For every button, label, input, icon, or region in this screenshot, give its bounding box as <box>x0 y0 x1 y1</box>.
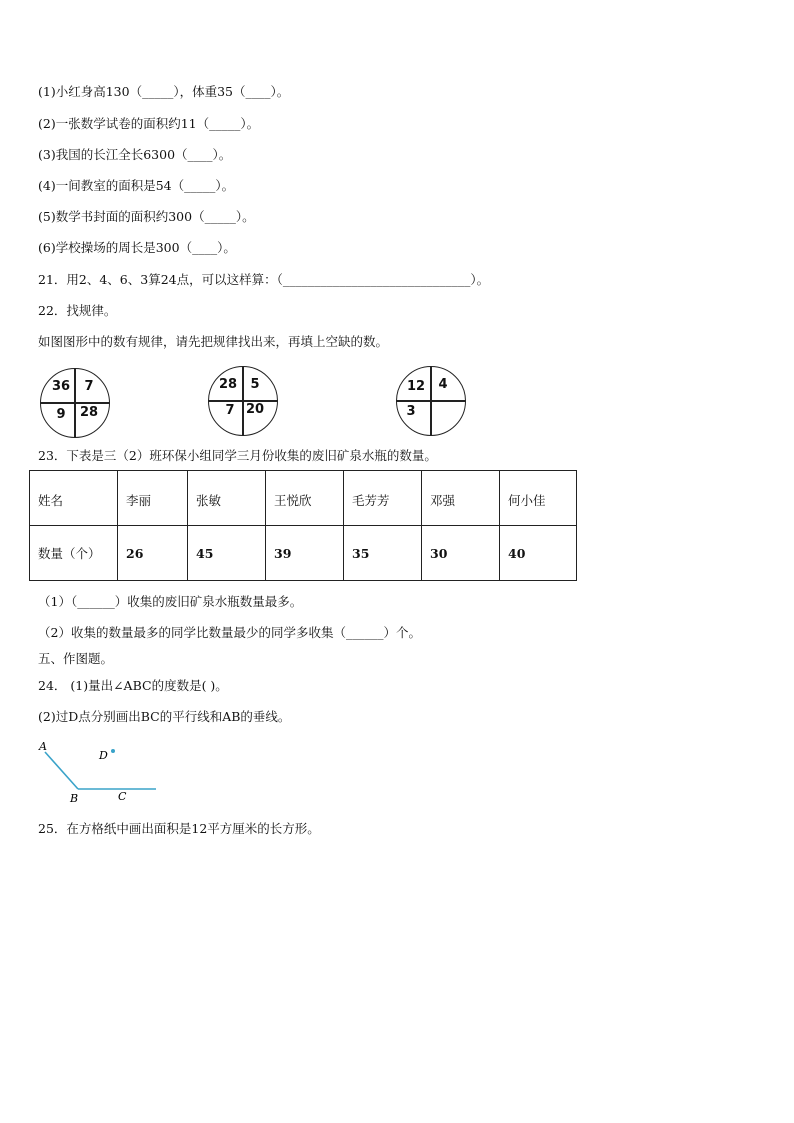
table-header-row <box>30 471 577 526</box>
label-d: D <box>99 749 108 762</box>
table-cell: 26 <box>118 526 188 581</box>
q23-sub-1: （1）（______）收集的废旧矿泉水瓶数量最多。 <box>38 594 303 609</box>
table-header-cell: 邓强 <box>422 471 500 526</box>
table-header-cell: 李丽 <box>118 471 188 526</box>
point-d <box>111 749 115 753</box>
q20-item-3: (3)我国的长江全长6300（____）。 <box>38 147 232 162</box>
table-header-cell: 姓名 <box>30 471 118 526</box>
table-row <box>30 526 577 581</box>
bottle-count-table <box>29 470 577 581</box>
circle-2-top-right: 5 <box>250 377 260 392</box>
q20-item-2: (2)一张数学试卷的面积约11（_____）。 <box>38 116 260 131</box>
circle-3-bottom-left: 3 <box>406 404 416 419</box>
circle-3-top-right: 4 <box>438 377 448 392</box>
pattern-circle-3 <box>396 366 466 436</box>
angle-figure <box>30 738 170 808</box>
q20-item-1: (1)小红身高130（_____），体重35（____）。 <box>38 84 290 99</box>
q20-item-5: (5)数学书封面的面积约300（_____）。 <box>38 209 255 224</box>
circle-1-top-left: 36 <box>51 379 71 394</box>
table-header-cell: 张敏 <box>188 471 266 526</box>
q20-item-4: (4)一间教室的面积是54（_____）。 <box>38 178 235 193</box>
table-row-label: 数量（个） <box>30 526 118 581</box>
ray-ba <box>45 752 78 789</box>
q23-sub-2: （2）收集的数量最多的同学比数量最少的同学多收集（______）个。 <box>38 625 421 640</box>
pattern-circle-1 <box>40 368 110 438</box>
table-cell: 30 <box>422 526 500 581</box>
q20-item-6: (6)学校操场的周长是300（____）。 <box>38 240 236 255</box>
circle-2-bottom-left: 7 <box>225 403 235 418</box>
table-cell: 35 <box>344 526 422 581</box>
circle-2-bottom-right: 20 <box>245 402 265 417</box>
q23-title: 23．下表是三（2）班环保小组同学三月份收集的废旧矿泉水瓶的数量。 <box>38 448 437 463</box>
table-header-cell: 毛芳芳 <box>344 471 422 526</box>
table-header-cell: 王悦欣 <box>266 471 344 526</box>
q22-title: 22．找规律。 <box>38 303 117 318</box>
pattern-circle-2 <box>208 366 278 436</box>
table-cell: 45 <box>188 526 266 581</box>
circle-1-top-right: 7 <box>84 379 94 394</box>
q24-sub-2: (2)过D点分别画出BC的平行线和AB的垂线。 <box>38 709 291 724</box>
q25-text: 25．在方格纸中画出面积是12平方厘米的长方形。 <box>38 821 320 836</box>
circle-1-bottom-left: 9 <box>56 407 66 422</box>
table-header-cell: 何小佳 <box>500 471 577 526</box>
q21-text: 21．用2、4、6、3算24点，可以这样算：（______________________________）。 <box>38 272 490 287</box>
label-c: C <box>118 790 127 803</box>
label-b: B <box>70 792 79 805</box>
circle-1-bottom-right: 28 <box>79 405 99 420</box>
circle-3-top-left: 12 <box>406 379 426 394</box>
circle-2-top-left: 28 <box>218 377 238 392</box>
label-a: A <box>39 740 47 753</box>
section-5-heading: 五、作图题。 <box>38 651 114 666</box>
q22-description: 如图图形中的数有规律，请先把规律找出来，再填上空缺的数。 <box>38 334 389 349</box>
table-cell: 39 <box>266 526 344 581</box>
table-cell: 40 <box>500 526 577 581</box>
q24-sub-1: 24． (1)量出∠ABC的度数是( )。 <box>38 678 228 693</box>
